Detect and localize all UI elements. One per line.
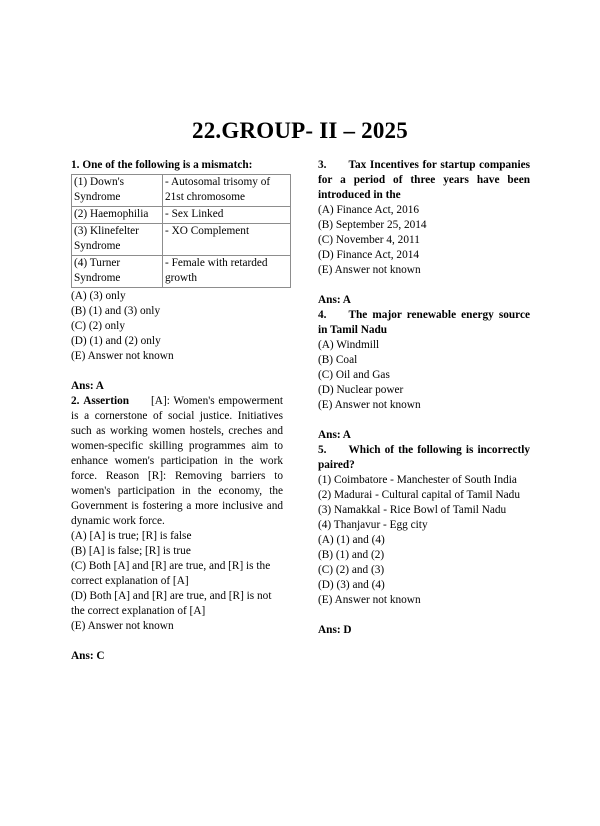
question-3-stem <box>318 158 530 203</box>
question-1-option-b: (B) (1) and (3) only <box>71 305 161 318</box>
question-3-option-b: (B) September 25, 2014 <box>318 219 427 232</box>
table-row <box>72 256 291 288</box>
question-3 <box>318 158 530 308</box>
question-1-text: One of the following is a mismatch: <box>82 159 253 171</box>
question-2-option-d: (D) Both [A] and [R] are true, and [R] is not the correct explanation of [A] <box>71 590 272 618</box>
question-4-option-b: (B) Coal <box>318 354 358 367</box>
table-cell-match: - Sex Linked <box>163 207 291 224</box>
question-2-option-b: (B) [A] is false; [R] is true <box>71 545 191 558</box>
question-4-answer: Ans: A <box>318 429 351 442</box>
page-title: 22.GROUP- II – 2025 <box>192 118 408 143</box>
question-4 <box>318 308 530 443</box>
question-1-option-a: (A) (3) only <box>71 290 126 303</box>
spacer <box>71 634 283 649</box>
question-5-number: 5. <box>318 444 327 457</box>
question-3-answer: Ans: A <box>318 294 351 307</box>
question-5 <box>318 443 530 638</box>
question-2-body <box>71 394 283 529</box>
table-cell-term: (3) Klinefelter Syndrome <box>72 224 163 256</box>
spacer <box>318 278 530 293</box>
table-cell-match: - Female with retarded growth <box>163 256 291 288</box>
spacer <box>71 364 283 379</box>
question-2 <box>71 394 283 664</box>
table-cell-term: (1) Down's Syndrome <box>72 175 163 207</box>
question-1-option-e: (E) Answer not known <box>71 350 174 363</box>
spacer <box>318 413 530 428</box>
question-4-stem <box>318 308 530 338</box>
table-row <box>72 175 291 207</box>
question-5-stem <box>318 443 530 473</box>
table-row <box>72 207 291 224</box>
question-4-option-d: (D) Nuclear power <box>318 384 404 397</box>
left-column <box>71 158 283 664</box>
question-1-option-d: (D) (1) and (2) only <box>71 335 161 348</box>
question-5-pair-1: (1) Coimbatore - Manchester of South India <box>318 474 517 487</box>
question-4-number: 4. <box>318 309 327 322</box>
question-5-pair-2: (2) Madurai - Cultural capital of Tamil Nadu <box>318 489 520 502</box>
question-3-text: Tax Incentives for startup companies for a period of three years have been introduced in the <box>318 159 530 202</box>
spacer <box>318 608 530 623</box>
table-cell-term: (2) Haemophilia <box>72 207 163 224</box>
question-5-option-b: (B) (1) and (2) <box>318 549 385 562</box>
question-1-answer: Ans: A <box>71 380 104 393</box>
question-5-option-a: (A) (1) and (4) <box>318 534 385 547</box>
question-5-answer: Ans: D <box>318 624 352 637</box>
right-column <box>318 158 530 638</box>
question-3-option-a: (A) Finance Act, 2016 <box>318 204 420 217</box>
question-2-text: [A]: Women's empowerment is a cornerstone of social justice. Initiatives such as working women hostels, creches and women-specific skilling programmes aim to enhance women's participation in the work force. Reason [R]: Removing barriers to women's participation in the economy, the Government is fostering a more inclusive and dynamic work force. <box>71 395 283 528</box>
question-1-stem <box>71 158 283 173</box>
question-5-option-c: (C) (2) and (3) <box>318 564 385 577</box>
question-5-option-e: (E) Answer not known <box>318 594 421 607</box>
question-3-option-e: (E) Answer not known <box>318 264 421 277</box>
table-cell-match: - Autosomal trisomy of 21st chromosome <box>163 175 291 207</box>
question-2-lead: Assertion <box>83 395 130 408</box>
question-1 <box>71 158 283 394</box>
question-4-option-a: (A) Windmill <box>318 339 380 352</box>
question-2-answer: Ans: C <box>71 650 105 663</box>
question-1-table <box>71 174 291 288</box>
table-row <box>72 224 291 256</box>
question-3-option-d: (D) Finance Act, 2014 <box>318 249 420 262</box>
question-4-text: The major renewable energy source in Tamil Nadu <box>318 309 530 337</box>
table-cell-match: - XO Complement <box>163 224 291 256</box>
question-5-option-d: (D) (3) and (4) <box>318 579 385 592</box>
question-4-option-e: (E) Answer not known <box>318 399 421 412</box>
question-2-option-c: (C) Both [A] and [R] are true, and [R] is the correct explanation of [A] <box>71 560 271 588</box>
question-5-pair-4: (4) Thanjavur - Egg city <box>318 519 428 532</box>
table-cell-term: (4) Turner Syndrome <box>72 256 163 288</box>
question-3-number: 3. <box>318 159 327 171</box>
question-5-pair-3: (3) Namakkal - Rice Bowl of Tamil Nadu <box>318 504 507 517</box>
question-2-option-e: (E) Answer not known <box>71 620 174 633</box>
question-2-option-a: (A) [A] is true; [R] is false <box>71 530 192 543</box>
question-3-option-c: (C) November 4, 2011 <box>318 234 420 247</box>
question-5-text: Which of the following is incorrectly paired? <box>318 444 530 472</box>
question-1-number: 1. <box>71 159 80 171</box>
question-2-number: 2. <box>71 395 80 408</box>
question-4-option-c: (C) Oil and Gas <box>318 369 390 382</box>
question-1-option-c: (C) (2) only <box>71 320 125 333</box>
